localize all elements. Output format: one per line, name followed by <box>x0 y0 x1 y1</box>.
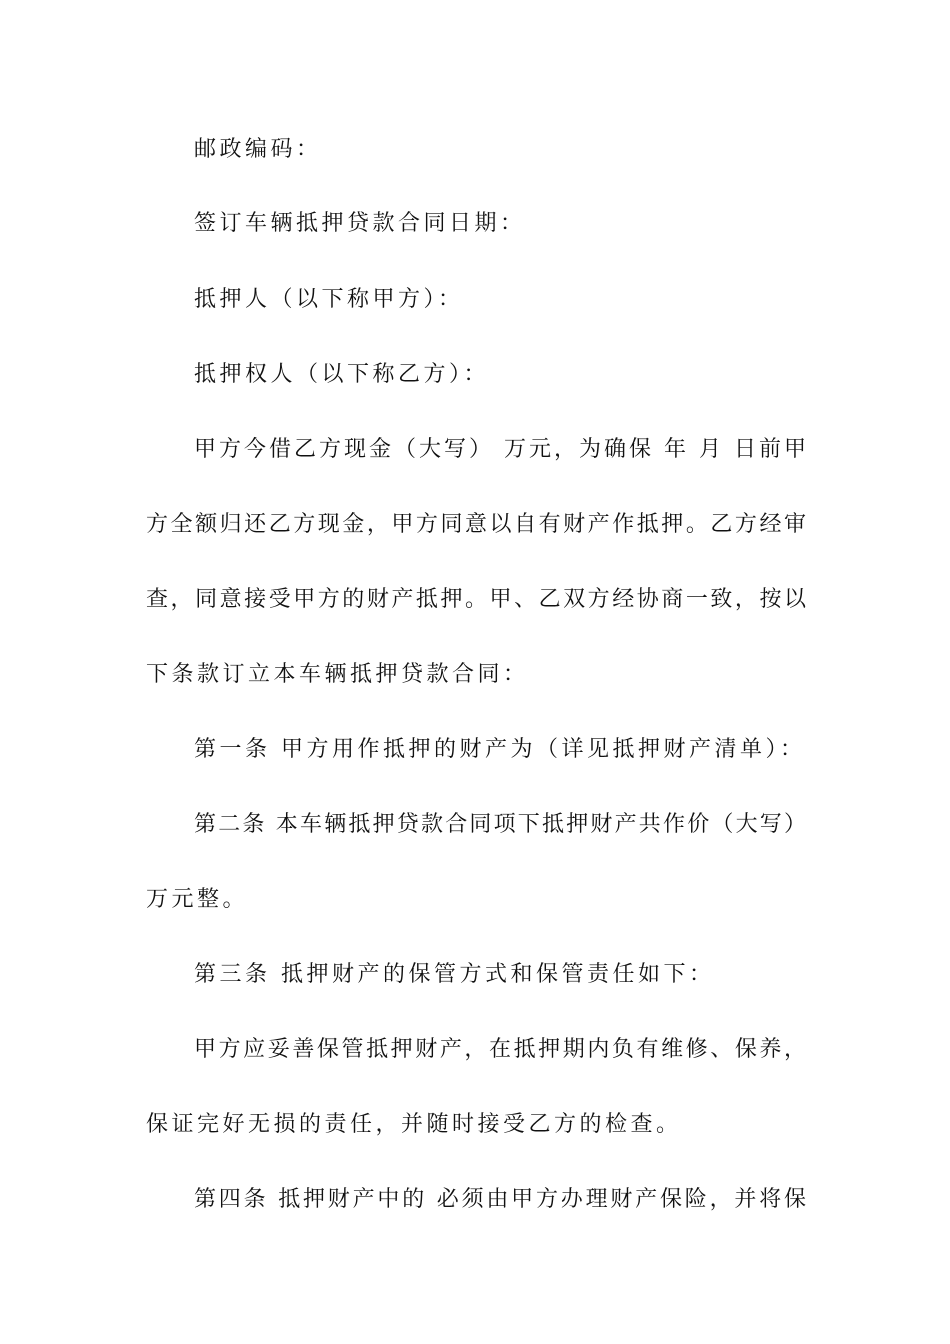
paragraph-line: 查，同意接受甲方的财产抵押。甲、乙双方经协商一致，按以 <box>146 587 806 612</box>
paragraph-line: 下条款订立本车辆抵押贷款合同： <box>146 662 529 687</box>
paragraph-line: 方全额归还乙方现金，甲方同意以自有财产作抵押。乙方经审 <box>146 512 806 537</box>
article-3-line: 第三条 抵押财产的保管方式和保管责任如下： <box>194 962 715 987</box>
mortgagee-line: 抵押权人（以下称乙方）： <box>194 362 490 387</box>
article-3-paragraph-line: 保证完好无损的责任，并随时接受乙方的检查。 <box>146 1112 682 1137</box>
mortgagor-line: 抵押人（以下称甲方）： <box>194 287 464 312</box>
article-2-continuation: 万元整。 <box>146 887 249 912</box>
article-1-line: 第一条 甲方用作抵押的财产为（详见抵押财产清单）： <box>194 737 806 762</box>
paragraph-line: 甲方今借乙方现金（大写） 万元，为确保 年 月 日前甲 <box>194 437 806 462</box>
article-4-line: 第四条 抵押财产中的 必须由甲方办理财产保险，并将保 <box>194 1187 806 1212</box>
signing-date-line: 签订车辆抵押贷款合同日期： <box>194 211 526 236</box>
postal-code-line: 邮政编码： <box>194 137 322 162</box>
article-3-paragraph-line: 甲方应妥善保管抵押财产，在抵押期内负有维修、保养， <box>194 1037 806 1062</box>
article-2-line: 第二条 本车辆抵押贷款合同项下抵押财产共作价（大写） <box>194 812 806 837</box>
